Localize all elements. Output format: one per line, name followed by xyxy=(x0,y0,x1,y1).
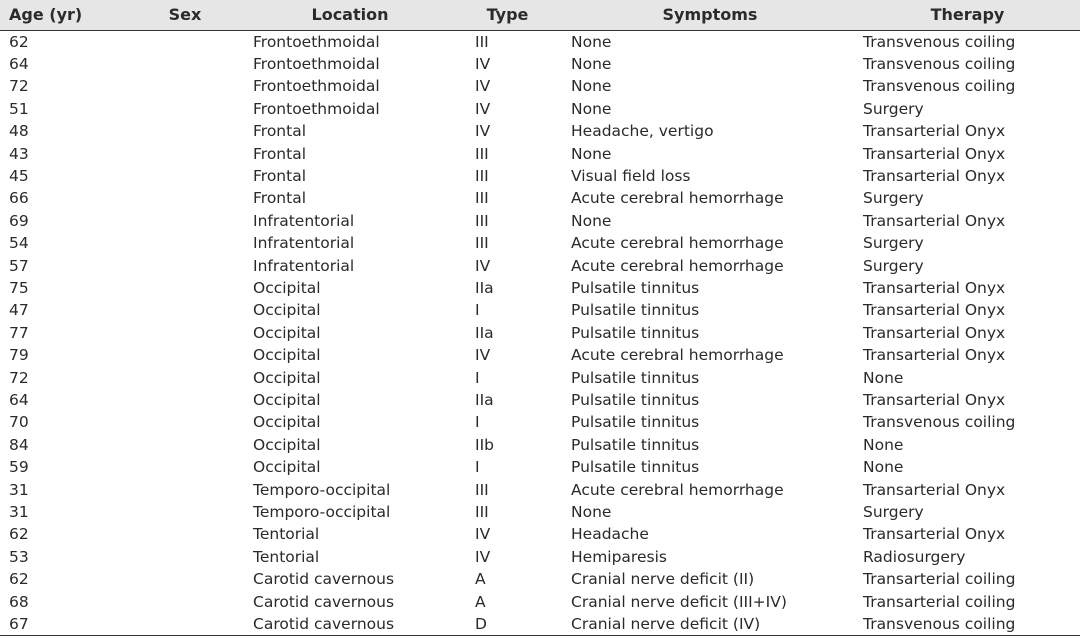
cell-type: IV xyxy=(475,525,491,544)
cell-location: Occipital xyxy=(253,391,321,409)
cell-symptoms: Hemiparesis xyxy=(571,547,667,566)
table-row xyxy=(0,210,1080,232)
cell-age: 69 xyxy=(9,211,29,230)
cell-age: 79 xyxy=(9,346,29,365)
table-row xyxy=(0,546,1080,568)
cell-age: 31 xyxy=(9,480,29,499)
cell-type: III xyxy=(475,32,489,51)
cell-age: 59 xyxy=(9,458,29,477)
cell-sex xyxy=(120,479,250,501)
cell-therapy: Transarterial Onyx xyxy=(863,122,1006,141)
cell-location: Temporo-occipital xyxy=(253,503,391,522)
cell-sex xyxy=(120,53,250,75)
cell-therapy: None xyxy=(863,435,904,454)
table-row xyxy=(0,322,1080,344)
cell-type: I xyxy=(475,368,480,387)
cell-sex xyxy=(120,255,250,277)
table-row xyxy=(0,523,1080,545)
cell-therapy: Surgery xyxy=(863,256,924,275)
cell-symptoms: Pulsatile tinnitus xyxy=(571,458,700,477)
cell-type: III xyxy=(475,480,489,499)
cell-sex xyxy=(120,591,250,613)
cell-therapy: Transvenous coiling xyxy=(863,77,1016,96)
cell-age: 54 xyxy=(9,234,29,253)
cell-symptoms: Cranial nerve deficit (III+IV) xyxy=(571,592,787,611)
cell-symptoms: None xyxy=(571,144,612,163)
cell-sex xyxy=(120,613,250,636)
cell-sex xyxy=(120,277,250,299)
cell-sex xyxy=(120,75,250,97)
cell-location: Frontoethmoidal xyxy=(253,54,380,73)
cell-therapy: Transarterial coiling xyxy=(863,592,1016,611)
cell-type: IIa xyxy=(475,391,494,409)
cell-sex xyxy=(120,187,250,209)
cell-therapy: Radiosurgery xyxy=(863,547,966,566)
cell-sex xyxy=(120,456,250,478)
table-row xyxy=(0,568,1080,590)
header-therapy: Therapy xyxy=(855,0,1080,30)
cell-symptoms: Pulsatile tinnitus xyxy=(571,368,700,387)
cell-therapy: Surgery xyxy=(863,189,924,208)
cell-type: D xyxy=(450,613,565,636)
cell-sex xyxy=(120,30,250,53)
cell-age: 64 xyxy=(9,54,29,73)
cell-symptoms: None xyxy=(571,99,612,118)
cell-therapy: Transarterial Onyx xyxy=(863,166,1006,185)
cell-therapy: Transarterial Onyx xyxy=(863,301,1006,320)
cell-location: Infratentorial xyxy=(253,211,355,230)
header-type: Type xyxy=(450,0,565,30)
cell-age: 66 xyxy=(9,189,29,208)
cell-sex xyxy=(120,434,250,456)
cell-age: 68 xyxy=(9,592,29,611)
table-row xyxy=(0,367,1080,389)
cell-location: Frontoethmoidal xyxy=(253,32,380,51)
table-row xyxy=(0,389,1080,411)
cell-therapy: Transarterial Onyx xyxy=(863,525,1006,544)
cell-location: Infratentorial xyxy=(253,256,355,275)
cell-symptoms: Pulsatile tinnitus xyxy=(571,278,700,297)
cell-symptoms: None xyxy=(571,32,612,51)
cell-age: 43 xyxy=(9,144,29,163)
cell-therapy: Transarterial Onyx xyxy=(863,391,1006,409)
cell-location: Tentorial xyxy=(253,547,320,566)
table-body xyxy=(0,30,1080,636)
cell-type: I xyxy=(475,458,480,477)
header-symptoms: Symptoms xyxy=(565,0,855,30)
cell-type: IV xyxy=(475,122,491,141)
cell-sex xyxy=(120,98,250,120)
table-row xyxy=(0,613,1080,636)
cell-age: 77 xyxy=(9,323,29,342)
cell-location: Occipital xyxy=(253,278,321,297)
table-row xyxy=(0,53,1080,75)
cell-location: Carotid cavernous xyxy=(253,592,395,611)
cell-therapy: Transarterial Onyx xyxy=(863,480,1006,499)
table-row xyxy=(0,456,1080,478)
cell-type: IV xyxy=(475,99,491,118)
cell-symptoms: Acute cerebral hemorrhage xyxy=(571,480,784,499)
cell-therapy: Transarterial Onyx xyxy=(863,278,1006,297)
cell-type: III xyxy=(475,144,489,163)
cell-symptoms: Cranial nerve deficit (II) xyxy=(571,570,755,589)
cell-sex xyxy=(120,143,250,165)
cell-age: 72 xyxy=(9,77,29,96)
cell-sex xyxy=(120,546,250,568)
table-header xyxy=(0,0,1080,30)
table-row xyxy=(0,165,1080,187)
cell-therapy: Transarterial Onyx xyxy=(863,144,1006,163)
cell-therapy: None xyxy=(863,368,904,387)
cell-location: Frontal xyxy=(253,189,307,208)
cell-therapy: Transvenous coiling xyxy=(855,613,1080,636)
cell-location: Infratentorial xyxy=(253,234,355,253)
table-row xyxy=(0,143,1080,165)
cell-type: I xyxy=(475,413,480,432)
cell-type: IIa xyxy=(475,278,494,297)
cell-age: 48 xyxy=(9,122,29,141)
cell-type: IIa xyxy=(475,323,494,342)
cell-sex xyxy=(120,389,250,411)
table-row xyxy=(0,120,1080,142)
cell-age: 70 xyxy=(9,413,29,432)
cell-type: IV xyxy=(475,256,491,275)
cell-symptoms: None xyxy=(571,77,612,96)
table-row xyxy=(0,232,1080,254)
cell-symptoms: Pulsatile tinnitus xyxy=(571,391,700,409)
cell-sex xyxy=(120,232,250,254)
cell-age: 45 xyxy=(9,166,29,185)
cell-age: 72 xyxy=(9,368,29,387)
header-row xyxy=(0,0,1080,30)
cell-therapy: Transvenous coiling xyxy=(863,413,1016,432)
cell-sex xyxy=(120,299,250,321)
cell-location: Frontal xyxy=(253,166,307,185)
table-row xyxy=(0,75,1080,97)
cell-age: 75 xyxy=(9,278,29,297)
cell-type: III xyxy=(475,189,489,208)
table-row xyxy=(0,344,1080,366)
table-row xyxy=(0,411,1080,433)
table-row xyxy=(0,255,1080,277)
cell-age: 64 xyxy=(9,391,29,409)
cell-age: 53 xyxy=(9,547,29,566)
cell-age: 62 xyxy=(9,570,29,589)
cell-location: Frontal xyxy=(253,122,307,141)
header-location: Location xyxy=(250,0,450,30)
cell-age: 62 xyxy=(9,32,29,51)
cell-sex xyxy=(120,367,250,389)
cell-location: Frontal xyxy=(253,144,307,163)
cell-type: A xyxy=(475,592,486,611)
cell-location: Occipital xyxy=(253,323,321,342)
table-row xyxy=(0,299,1080,321)
cell-type: IIb xyxy=(475,435,494,454)
cell-symptoms: Headache xyxy=(571,525,649,544)
cell-therapy: Transarterial Onyx xyxy=(863,211,1006,230)
cell-sex xyxy=(120,344,250,366)
table-row xyxy=(0,501,1080,523)
cell-type: III xyxy=(475,234,489,253)
cell-location: Occipital xyxy=(253,301,321,320)
cell-sex xyxy=(120,165,250,187)
cell-type: IV xyxy=(475,77,491,96)
cell-type: I xyxy=(475,301,480,320)
cell-location: Occipital xyxy=(253,458,321,477)
cell-type: IV xyxy=(475,54,491,73)
cell-sex xyxy=(120,120,250,142)
table-row xyxy=(0,277,1080,299)
cell-type: III xyxy=(475,503,489,522)
cell-symptoms: Pulsatile tinnitus xyxy=(571,435,700,454)
cell-symptoms: Cranial nerve deficit (IV) xyxy=(565,613,855,636)
cell-age: 47 xyxy=(9,301,29,320)
cell-age: 51 xyxy=(9,99,29,118)
table-row xyxy=(0,591,1080,613)
table-row xyxy=(0,30,1080,53)
cell-age: 67 xyxy=(0,613,120,636)
cell-therapy: Surgery xyxy=(863,99,924,118)
cell-location: Occipital xyxy=(253,413,321,432)
cell-symptoms: None xyxy=(571,503,612,522)
cell-location: Frontoethmoidal xyxy=(253,77,380,96)
cell-therapy: Transarterial coiling xyxy=(863,570,1016,589)
cell-symptoms: Acute cerebral hemorrhage xyxy=(571,234,784,253)
cell-therapy: Surgery xyxy=(863,503,924,522)
table-row xyxy=(0,434,1080,456)
cell-symptoms: Pulsatile tinnitus xyxy=(571,301,700,320)
cell-symptoms: Acute cerebral hemorrhage xyxy=(571,256,784,275)
cell-symptoms: None xyxy=(571,54,612,73)
cell-sex xyxy=(120,210,250,232)
cell-location: Occipital xyxy=(253,368,321,387)
cell-type: III xyxy=(475,211,489,230)
cell-age: 84 xyxy=(9,435,29,454)
cell-therapy: Surgery xyxy=(863,234,924,253)
header-age: Age (yr) xyxy=(0,0,120,30)
cell-symptoms: Visual field loss xyxy=(571,166,691,185)
cell-location: Tentorial xyxy=(253,525,320,544)
cell-therapy: Transarterial Onyx xyxy=(863,346,1006,365)
cell-age: 31 xyxy=(9,503,29,522)
cell-type: A xyxy=(475,570,486,589)
cell-symptoms: Pulsatile tinnitus xyxy=(571,323,700,342)
cell-type: IV xyxy=(475,547,491,566)
cell-age: 57 xyxy=(9,256,29,275)
table-row xyxy=(0,98,1080,120)
cell-therapy: Transvenous coiling xyxy=(863,32,1016,51)
cell-symptoms: Headache, vertigo xyxy=(571,122,714,141)
cell-location: Temporo-occipital xyxy=(253,480,391,499)
cell-sex xyxy=(120,322,250,344)
cell-symptoms: Pulsatile tinnitus xyxy=(571,413,700,432)
table-row xyxy=(0,479,1080,501)
cell-type: III xyxy=(475,166,489,185)
table-row xyxy=(0,187,1080,209)
cell-symptoms: Acute cerebral hemorrhage xyxy=(571,346,784,365)
cell-symptoms: Acute cerebral hemorrhage xyxy=(571,189,784,208)
cell-therapy: Transarterial Onyx xyxy=(863,323,1006,342)
cell-age: 62 xyxy=(9,525,29,544)
cell-location: Carotid cavernous xyxy=(253,570,395,589)
cell-location: Frontoethmoidal xyxy=(253,99,380,118)
cell-location: Occipital xyxy=(253,435,321,454)
header-sex: Sex xyxy=(120,0,250,30)
cell-therapy: None xyxy=(863,458,904,477)
cell-symptoms: None xyxy=(571,211,612,230)
cell-location: Occipital xyxy=(253,346,321,365)
cell-type: IV xyxy=(475,346,491,365)
cell-sex xyxy=(120,523,250,545)
cell-sex xyxy=(120,411,250,433)
cell-sex xyxy=(120,568,250,590)
cell-location: Carotid cavernous xyxy=(250,613,450,636)
cell-sex xyxy=(120,501,250,523)
cell-therapy: Transvenous coiling xyxy=(863,54,1016,73)
